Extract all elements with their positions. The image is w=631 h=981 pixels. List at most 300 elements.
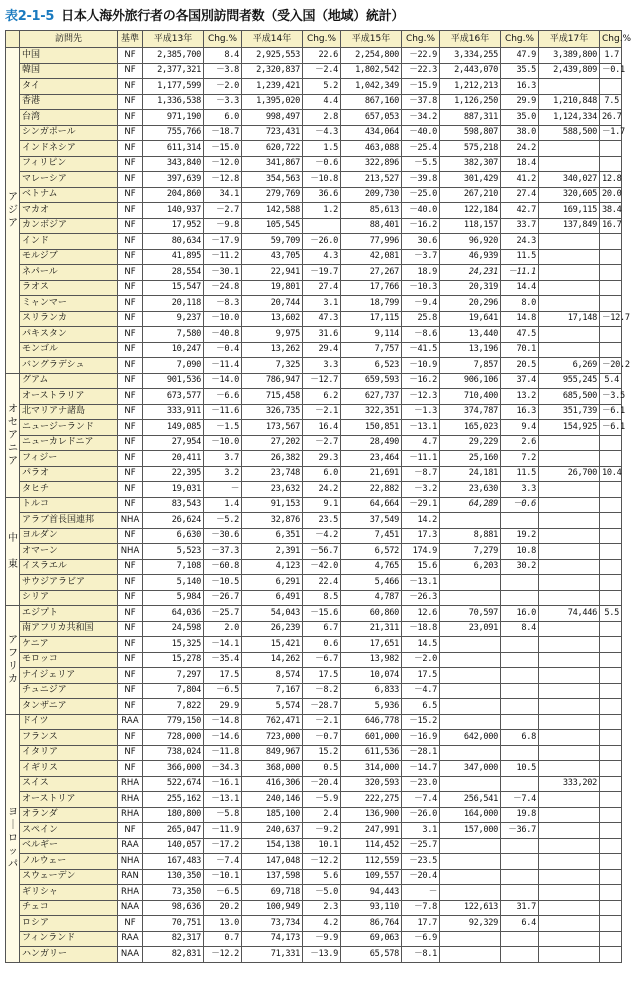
basis-code: NF — [118, 668, 143, 684]
change-percent: 19.2 — [501, 528, 539, 544]
change-percent: －25.7 — [204, 606, 242, 622]
country-name: モロッコ — [20, 652, 118, 668]
visitor-count: 1,126,250 — [440, 94, 501, 110]
change-percent: －4.7 — [402, 683, 440, 699]
change-percent: －17.9 — [204, 234, 242, 250]
visitor-count: 5,140 — [143, 575, 204, 591]
visitor-count — [539, 265, 600, 281]
visitor-count: 620,722 — [242, 141, 303, 157]
visitor-count: 710,400 — [440, 389, 501, 405]
change-percent: －18.7 — [204, 125, 242, 141]
basis-code: RHA — [118, 792, 143, 808]
visitor-count: 6,572 — [341, 544, 402, 560]
change-percent: 17.3 — [402, 528, 440, 544]
table-row — [6, 590, 622, 606]
basis-code: RAA — [118, 838, 143, 854]
basis-code: RHA — [118, 885, 143, 901]
change-percent: －0.4 — [204, 342, 242, 358]
change-percent — [600, 482, 622, 498]
visitor-count: 136,900 — [341, 807, 402, 823]
visitor-count: 180,800 — [143, 807, 204, 823]
visitor-count: 6,291 — [242, 575, 303, 591]
change-percent — [600, 327, 622, 343]
visitor-count: 37,549 — [341, 513, 402, 529]
visitor-count: 1,802,542 — [341, 63, 402, 79]
basis-code: NF — [118, 342, 143, 358]
change-percent: －14.1 — [204, 637, 242, 653]
country-name: バングラデシュ — [20, 358, 118, 374]
change-percent: 47.3 — [303, 311, 341, 327]
change-percent: 37.4 — [501, 373, 539, 389]
visitor-count: 1,210,848 — [539, 94, 600, 110]
change-percent: 11.5 — [501, 466, 539, 482]
country-name: パキスタン — [20, 327, 118, 343]
country-name: ロシア — [20, 916, 118, 932]
table-row — [6, 947, 622, 963]
country-name: ケニア — [20, 637, 118, 653]
table-row — [6, 838, 622, 854]
visitor-count: 867,160 — [341, 94, 402, 110]
visitor-count: 24,181 — [440, 466, 501, 482]
change-percent: －13.1 — [402, 420, 440, 436]
visitor-count: 723,000 — [242, 730, 303, 746]
change-percent: －10.0 — [204, 435, 242, 451]
change-percent: －13.1 — [402, 575, 440, 591]
change-percent — [501, 590, 539, 606]
visitor-count: 109,557 — [341, 869, 402, 885]
change-percent: －26.0 — [303, 234, 341, 250]
change-percent: 6.0 — [204, 110, 242, 126]
table-title — [5, 5, 404, 23]
change-percent: －0.7 — [303, 730, 341, 746]
change-percent: －9.9 — [303, 931, 341, 947]
change-percent: 12.8 — [600, 172, 622, 188]
country-name: シンガポール — [20, 125, 118, 141]
visitor-count: 54,043 — [242, 606, 303, 622]
visitor-count: 73,350 — [143, 885, 204, 901]
basis-code: RAA — [118, 714, 143, 730]
visitor-count: 347,000 — [440, 761, 501, 777]
change-percent: －6.1 — [600, 404, 622, 420]
change-percent: 34.1 — [204, 187, 242, 203]
change-percent: －10.8 — [303, 172, 341, 188]
visitor-count: 738,024 — [143, 745, 204, 761]
change-percent: －8.2 — [303, 683, 341, 699]
change-percent — [600, 528, 622, 544]
visitor-count: 149,085 — [143, 420, 204, 436]
country-name: スウェーデン — [20, 869, 118, 885]
visitor-count: 74,446 — [539, 606, 600, 622]
country-name: 北マリアナ諸島 — [20, 404, 118, 420]
change-percent: －6.5 — [204, 885, 242, 901]
visitor-count: 82,317 — [143, 931, 204, 947]
country-name: ミャンマー — [20, 296, 118, 312]
visitor-count: 333,202 — [539, 776, 600, 792]
visitor-count: 42,081 — [341, 249, 402, 265]
change-percent: －39.8 — [402, 172, 440, 188]
visitor-count — [539, 885, 600, 901]
change-percent — [501, 869, 539, 885]
change-percent — [501, 838, 539, 854]
change-percent: 2.4 — [303, 807, 341, 823]
change-percent: 10.1 — [303, 838, 341, 854]
basis-code: NF — [118, 172, 143, 188]
visitor-count: 24,598 — [143, 621, 204, 637]
country-name: サウジアラビア — [20, 575, 118, 591]
visitor-count: 69,063 — [341, 931, 402, 947]
table-row — [6, 606, 622, 622]
basis-code: NF — [118, 373, 143, 389]
visitor-count: 15,421 — [242, 637, 303, 653]
visitor-count: 255,162 — [143, 792, 204, 808]
change-percent: －37.3 — [204, 544, 242, 560]
change-percent: 0.6 — [303, 637, 341, 653]
change-percent — [600, 776, 622, 792]
country-name: パラオ — [20, 466, 118, 482]
visitor-count: 20,296 — [440, 296, 501, 312]
visitor-count: 971,190 — [143, 110, 204, 126]
visitor-count: 2,320,837 — [242, 63, 303, 79]
change-percent: 7.5 — [600, 94, 622, 110]
change-percent — [600, 513, 622, 529]
change-percent: －14.6 — [204, 730, 242, 746]
visitor-count — [539, 513, 600, 529]
change-percent: 29.9 — [501, 94, 539, 110]
table-row — [6, 714, 622, 730]
change-percent: 15.6 — [402, 559, 440, 575]
visitor-count: 204,860 — [143, 187, 204, 203]
country-name: アラブ首長国連邦 — [20, 513, 118, 529]
change-percent: 14.4 — [501, 280, 539, 296]
visitor-count — [539, 234, 600, 250]
change-percent: －5.8 — [204, 807, 242, 823]
basis-code: NAA — [118, 947, 143, 963]
change-percent: 17.5 — [303, 668, 341, 684]
visitor-count — [539, 792, 600, 808]
change-percent: 8.4 — [501, 621, 539, 637]
change-percent — [600, 823, 622, 839]
visitor-count: 4,765 — [341, 559, 402, 575]
visitor-count: 3,334,255 — [440, 48, 501, 64]
table-row — [6, 466, 622, 482]
visitor-count: 19,641 — [440, 311, 501, 327]
change-percent — [600, 916, 622, 932]
change-percent: 5.5 — [600, 606, 622, 622]
change-percent: 6.4 — [501, 916, 539, 932]
visitor-count — [539, 342, 600, 358]
visitor-count: 611,536 — [341, 745, 402, 761]
visitor-count: 25,160 — [440, 451, 501, 467]
visitor-count — [539, 482, 600, 498]
change-percent: －0.6 — [303, 156, 341, 172]
visitor-count: 26,624 — [143, 513, 204, 529]
change-percent: －22.9 — [402, 48, 440, 64]
country-name: ベルギー — [20, 838, 118, 854]
change-percent: 16.0 — [501, 606, 539, 622]
country-name: ニュージーランド — [20, 420, 118, 436]
change-percent: 17.5 — [204, 668, 242, 684]
visitor-count: 32,876 — [242, 513, 303, 529]
region-label: オ セ ア ニ ア — [6, 373, 20, 497]
change-percent: －20.2 — [600, 358, 622, 374]
visitor-count: 22,882 — [341, 482, 402, 498]
change-percent: 5.6 — [303, 869, 341, 885]
visitor-count: 887,311 — [440, 110, 501, 126]
visitor-count: 6,630 — [143, 528, 204, 544]
change-percent: 35.5 — [501, 63, 539, 79]
visitor-count: 91,153 — [242, 497, 303, 513]
visitor-count: 22,941 — [242, 265, 303, 281]
change-percent: －9.2 — [303, 823, 341, 839]
visitor-count: 7,167 — [242, 683, 303, 699]
change-percent: －1.7 — [600, 125, 622, 141]
visitor-count — [539, 141, 600, 157]
basis-code: NF — [118, 141, 143, 157]
visitor-count: 341,867 — [242, 156, 303, 172]
visitor-count: 23,464 — [341, 451, 402, 467]
visitor-count — [539, 900, 600, 916]
change-percent: －11.8 — [204, 745, 242, 761]
basis-code: NF — [118, 156, 143, 172]
visitor-count: 20,744 — [242, 296, 303, 312]
visitor-count — [539, 854, 600, 870]
visitor-count — [539, 590, 600, 606]
change-percent — [600, 683, 622, 699]
visitor-count — [539, 249, 600, 265]
change-percent: 24.2 — [303, 482, 341, 498]
change-percent: －11.1 — [402, 451, 440, 467]
visitor-count: 112,559 — [341, 854, 402, 870]
basis-code: NF — [118, 79, 143, 95]
visitor-count: 265,047 — [143, 823, 204, 839]
change-percent: 31.6 — [303, 327, 341, 343]
country-name: ノルウェー — [20, 854, 118, 870]
table-row — [6, 544, 622, 560]
country-name: イギリス — [20, 761, 118, 777]
change-percent: 8.5 — [303, 590, 341, 606]
visitor-count: 728,000 — [143, 730, 204, 746]
table-row — [6, 420, 622, 436]
table-row — [6, 280, 622, 296]
header-cell: 平成13年 — [143, 31, 204, 48]
visitor-count: 4,123 — [242, 559, 303, 575]
change-percent: －10.1 — [204, 869, 242, 885]
change-percent: －22.3 — [402, 63, 440, 79]
basis-code: NF — [118, 203, 143, 219]
visitor-count: 122,613 — [440, 900, 501, 916]
basis-code: NF — [118, 389, 143, 405]
table-row — [6, 683, 622, 699]
visitor-count: 1,336,538 — [143, 94, 204, 110]
change-percent — [600, 559, 622, 575]
visitor-count: 786,947 — [242, 373, 303, 389]
country-name: ニューカレドニア — [20, 435, 118, 451]
change-percent: 9.1 — [303, 497, 341, 513]
change-percent: 0.5 — [303, 761, 341, 777]
change-percent: 12.6 — [402, 606, 440, 622]
visitor-count — [440, 575, 501, 591]
table-row — [6, 854, 622, 870]
country-name: スペイン — [20, 823, 118, 839]
country-name: ベトナム — [20, 187, 118, 203]
visitor-count: 955,245 — [539, 373, 600, 389]
change-percent: 6.5 — [402, 699, 440, 715]
visitor-count: 755,766 — [143, 125, 204, 141]
country-name: スイス — [20, 776, 118, 792]
visitor-count: 267,210 — [440, 187, 501, 203]
table-number: 表2-1-5 — [5, 9, 55, 24]
visitor-count: 4,787 — [341, 590, 402, 606]
basis-code: NF — [118, 466, 143, 482]
visitor-count: 588,500 — [539, 125, 600, 141]
change-percent — [600, 79, 622, 95]
visitor-count: 15,278 — [143, 652, 204, 668]
visitor-count: 27,202 — [242, 435, 303, 451]
table-row — [6, 761, 622, 777]
change-percent: 6.8 — [501, 730, 539, 746]
change-percent: －34.3 — [204, 761, 242, 777]
table-row — [6, 916, 622, 932]
visitor-count: 13,262 — [242, 342, 303, 358]
change-percent — [600, 637, 622, 653]
change-percent — [600, 156, 622, 172]
change-percent: 19.8 — [501, 807, 539, 823]
change-percent: －1.5 — [204, 420, 242, 436]
change-percent: － — [204, 482, 242, 498]
change-percent — [600, 621, 622, 637]
visitor-count: 2,439,809 — [539, 63, 600, 79]
change-percent: 1.4 — [204, 497, 242, 513]
change-percent: 47.5 — [501, 327, 539, 343]
visitor-count — [539, 280, 600, 296]
header-cell: 訪問先 — [20, 31, 118, 48]
change-percent: 2.0 — [204, 621, 242, 637]
visitor-count: 92,329 — [440, 916, 501, 932]
change-percent: 20.5 — [501, 358, 539, 374]
visitor-count: 1,124,334 — [539, 110, 600, 126]
country-name: スリランカ — [20, 311, 118, 327]
visitor-count: 322,896 — [341, 156, 402, 172]
visitor-count: 27,954 — [143, 435, 204, 451]
region-label: ヨ ｜ ロ ッ パ — [6, 714, 20, 962]
change-percent: －42.0 — [303, 559, 341, 575]
change-percent — [600, 699, 622, 715]
visitor-count: 601,000 — [341, 730, 402, 746]
change-percent: －10.3 — [402, 280, 440, 296]
visitor-count: 256,541 — [440, 792, 501, 808]
visitor-count: 685,500 — [539, 389, 600, 405]
visitor-count — [539, 699, 600, 715]
visitor-count — [539, 327, 600, 343]
change-percent: －40.8 — [204, 327, 242, 343]
visitor-count: 173,567 — [242, 420, 303, 436]
change-percent: －30.1 — [204, 265, 242, 281]
table-row — [6, 745, 622, 761]
country-name: ヨルダン — [20, 528, 118, 544]
change-percent: －16.2 — [402, 373, 440, 389]
visitor-count: 100,949 — [242, 900, 303, 916]
visitor-count — [440, 838, 501, 854]
basis-code: NF — [118, 652, 143, 668]
change-percent: 38.0 — [501, 125, 539, 141]
visitor-count: 21,311 — [341, 621, 402, 637]
table-row — [6, 404, 622, 420]
change-percent: －2.7 — [303, 435, 341, 451]
change-percent: －7.8 — [402, 900, 440, 916]
change-percent: －2.1 — [303, 714, 341, 730]
visitor-count: 779,150 — [143, 714, 204, 730]
change-percent: 23.5 — [303, 513, 341, 529]
change-percent: 16.3 — [501, 404, 539, 420]
visitor-count: 611,314 — [143, 141, 204, 157]
visitor-count: 240,637 — [242, 823, 303, 839]
change-percent: －15.0 — [204, 141, 242, 157]
table-row — [6, 296, 622, 312]
visitor-count: 88,401 — [341, 218, 402, 234]
basis-code: NF — [118, 621, 143, 637]
change-percent: 42.7 — [501, 203, 539, 219]
change-percent: －8.3 — [204, 296, 242, 312]
change-percent: 0.7 — [204, 931, 242, 947]
change-percent: －28.1 — [402, 745, 440, 761]
change-percent: －35.4 — [204, 652, 242, 668]
change-percent — [600, 265, 622, 281]
visitor-count: 69,718 — [242, 885, 303, 901]
change-percent: －20.4 — [303, 776, 341, 792]
visitor-count: 5,523 — [143, 544, 204, 560]
country-name: トルコ — [20, 497, 118, 513]
change-percent: －40.0 — [402, 125, 440, 141]
change-percent: 14.2 — [402, 513, 440, 529]
change-percent: 15.2 — [303, 745, 341, 761]
country-name: グアム — [20, 373, 118, 389]
basis-code: NHA — [118, 513, 143, 529]
visitor-count: 73,734 — [242, 916, 303, 932]
change-percent — [600, 714, 622, 730]
change-percent: 29.9 — [204, 699, 242, 715]
change-percent: 41.2 — [501, 172, 539, 188]
change-percent: 30.6 — [402, 234, 440, 250]
visitor-count: 23,630 — [440, 482, 501, 498]
change-percent: 3.7 — [204, 451, 242, 467]
change-percent: －11.2 — [204, 249, 242, 265]
header-blank — [6, 31, 20, 48]
change-percent: －56.7 — [303, 544, 341, 560]
visitor-count: 21,691 — [341, 466, 402, 482]
visitor-count: 150,851 — [341, 420, 402, 436]
table-row — [6, 776, 622, 792]
visitor-count: 366,000 — [143, 761, 204, 777]
change-percent: 10.5 — [501, 761, 539, 777]
change-percent: －11.4 — [204, 358, 242, 374]
change-percent: －1.3 — [402, 404, 440, 420]
visitor-count — [440, 699, 501, 715]
visitor-count: 20,118 — [143, 296, 204, 312]
visitor-count: 522,674 — [143, 776, 204, 792]
change-percent — [600, 869, 622, 885]
change-percent: －5.0 — [303, 885, 341, 901]
change-percent: －9.4 — [402, 296, 440, 312]
change-percent: －12.3 — [402, 389, 440, 405]
visitor-count: 86,764 — [341, 916, 402, 932]
change-percent: －0.1 — [600, 63, 622, 79]
basis-code: NF — [118, 48, 143, 64]
visitor-count: 20,319 — [440, 280, 501, 296]
visitor-count: 849,967 — [242, 745, 303, 761]
change-percent: 8.0 — [501, 296, 539, 312]
change-percent — [501, 575, 539, 591]
country-name: マレーシア — [20, 172, 118, 188]
